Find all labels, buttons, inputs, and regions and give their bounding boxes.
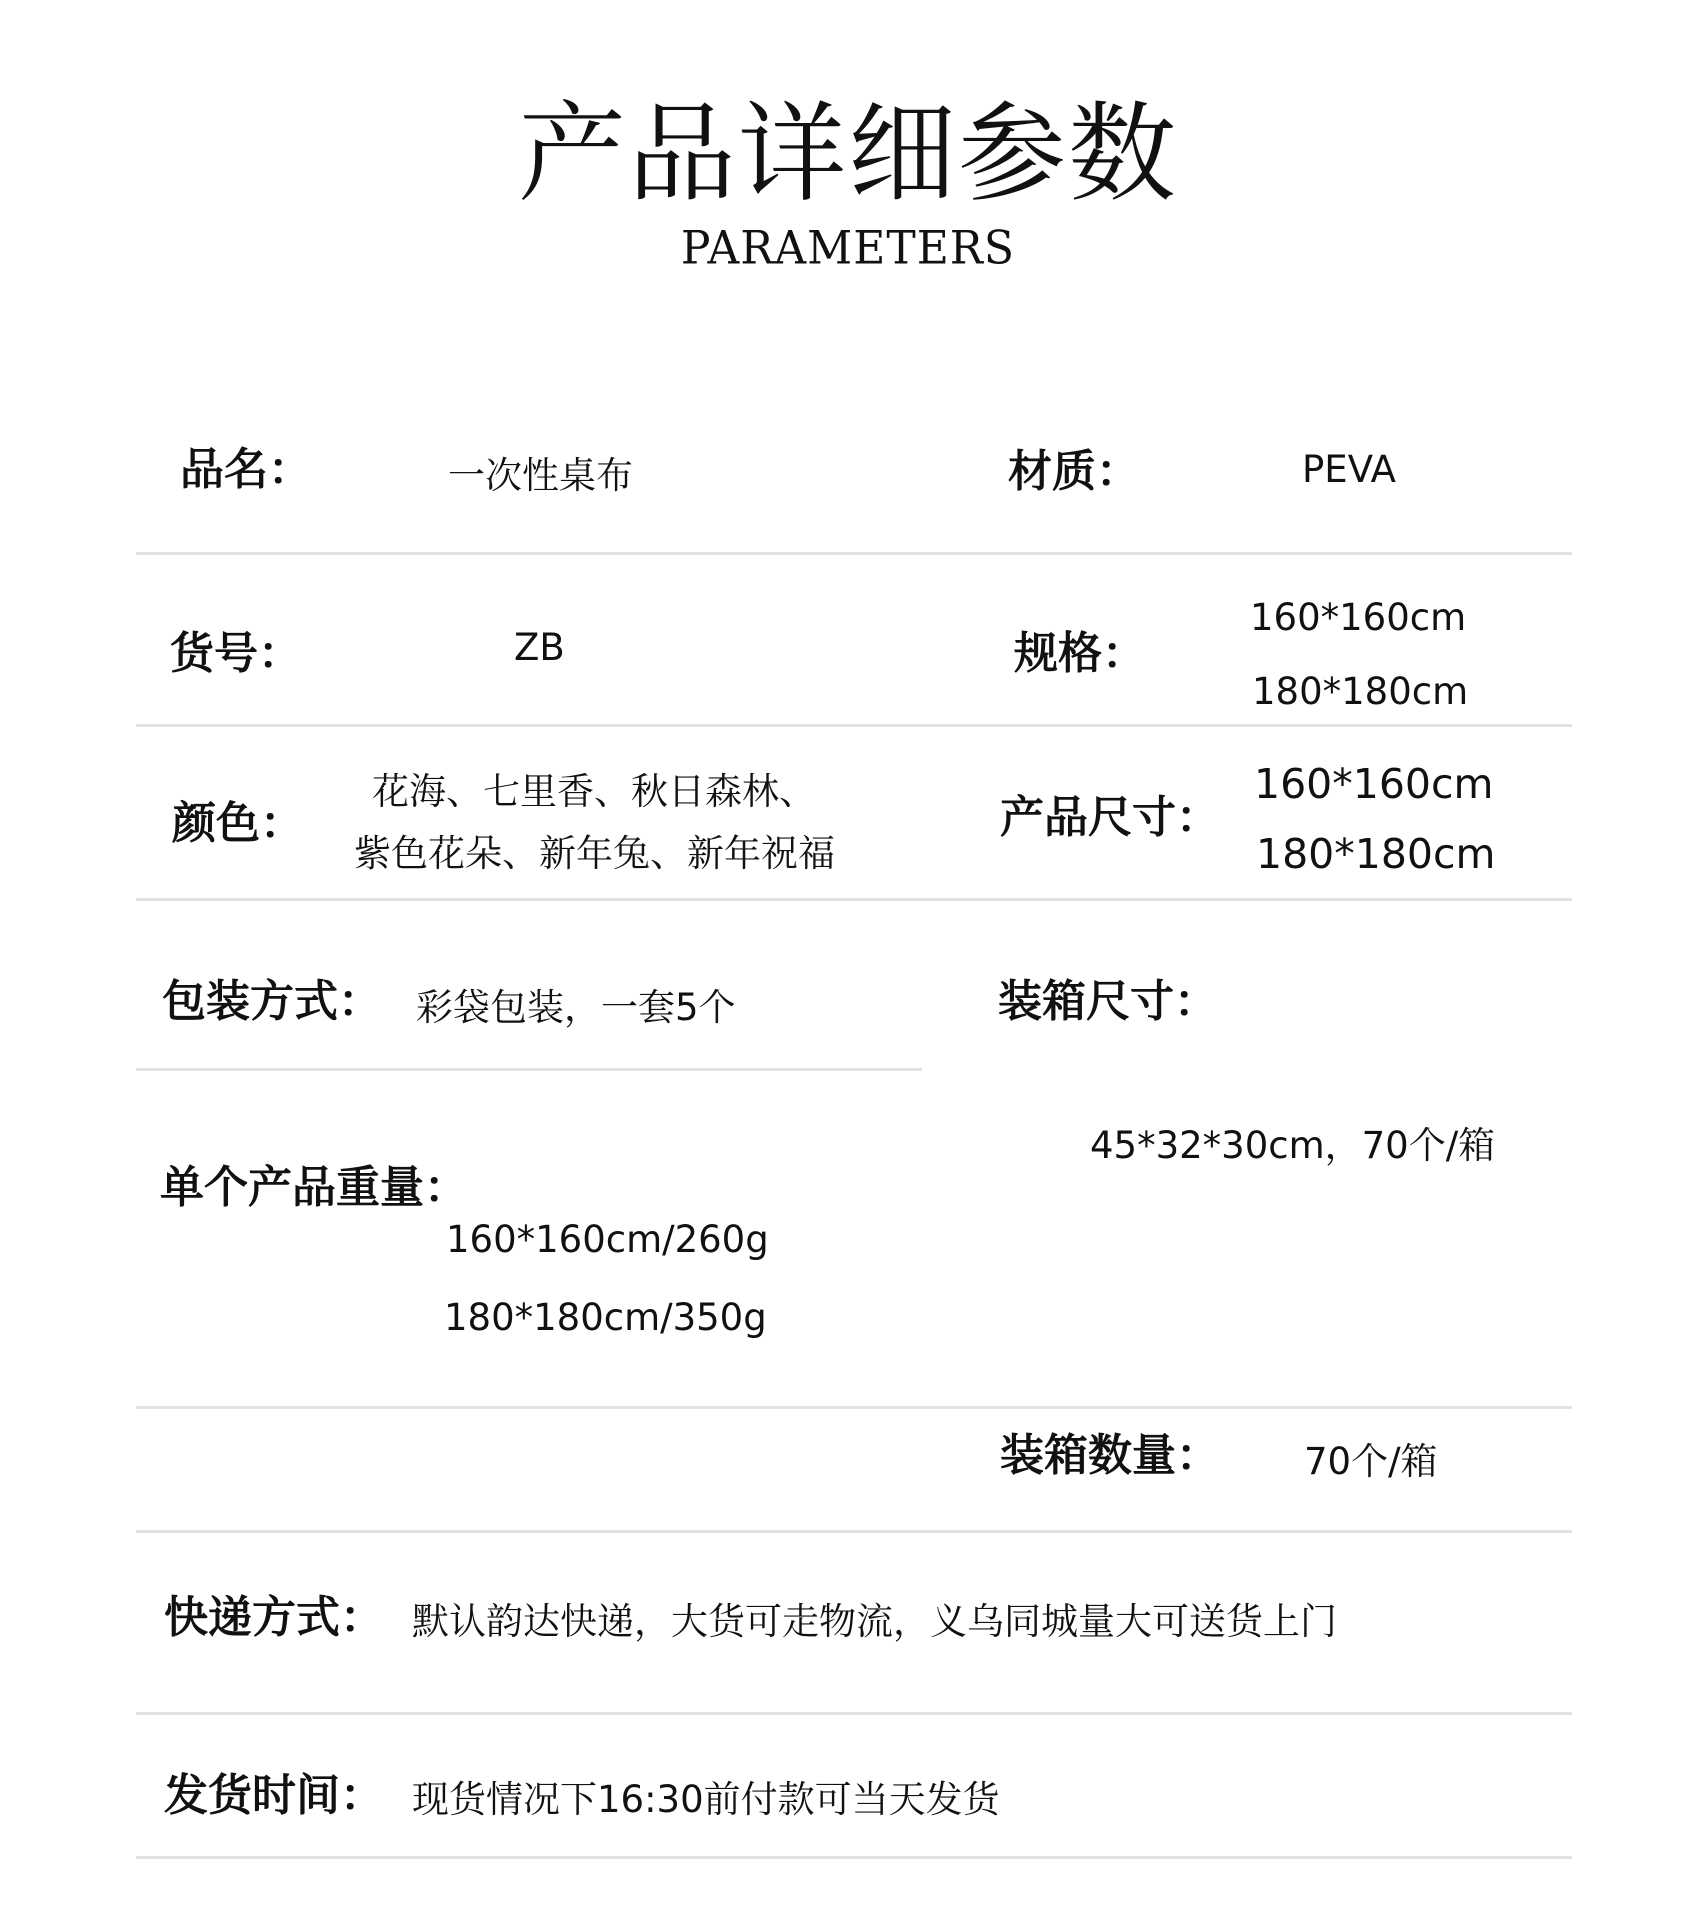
- box-qty-label: 装箱数量：: [1000, 1430, 1220, 1481]
- delivery-value: 现货情况下16:30前付款可当天发货: [412, 1778, 1000, 1821]
- row-divider: [136, 1406, 1572, 1409]
- size-label: 产品尺寸：: [1000, 792, 1220, 843]
- box-size-value: 45*32*30cm，70个/箱: [1090, 1124, 1496, 1167]
- name-label: 品名：: [180, 444, 312, 495]
- delivery-label: 发货时间：: [164, 1770, 384, 1821]
- row-divider: [136, 1856, 1572, 1859]
- material-value: PEVA: [1302, 448, 1396, 491]
- row-divider: [136, 724, 1572, 727]
- shipping-label: 快递方式：: [164, 1592, 384, 1643]
- shipping-value: 默认韵达快递，大货可走物流，义乌同城量大可送货上门: [412, 1600, 1337, 1643]
- weight-value-1: 160*160cm/260g: [446, 1218, 769, 1261]
- size-value-1: 160*160cm: [1254, 760, 1494, 808]
- material-label: 材质：: [1008, 446, 1140, 497]
- color-label: 颜色：: [172, 798, 304, 849]
- color-value-1: 花海、七里香、秋日森林、: [372, 770, 816, 813]
- weight-value-2: 180*180cm/350g: [444, 1296, 767, 1339]
- row-divider: [136, 898, 1572, 901]
- box-qty-value: 70个/箱: [1304, 1440, 1438, 1483]
- item-no-value: ZB: [514, 626, 565, 669]
- spec-value-2: 180*180cm: [1252, 670, 1469, 713]
- row-divider: [136, 1712, 1572, 1715]
- color-value-2: 紫色花朵、新年兔、新年祝福: [354, 832, 835, 875]
- size-value-2: 180*180cm: [1256, 830, 1496, 878]
- packaging-label: 包装方式：: [162, 976, 382, 1027]
- row-divider: [136, 1530, 1572, 1533]
- spec-label: 规格：: [1014, 628, 1146, 679]
- item-no-label: 货号：: [170, 628, 302, 679]
- page-title: 产品详细参数: [517, 92, 1178, 217]
- spec-value-1: 160*160cm: [1250, 596, 1467, 639]
- row-divider-half: [136, 1068, 922, 1071]
- page-subtitle: PARAMETERS: [680, 221, 1016, 276]
- name-value: 一次性桌布: [448, 454, 633, 497]
- box-size-label: 装箱尺寸：: [998, 976, 1218, 1027]
- row-divider: [136, 552, 1572, 555]
- packaging-value: 彩袋包装，一套5个: [416, 986, 736, 1029]
- weight-label: 单个产品重量：: [160, 1162, 468, 1213]
